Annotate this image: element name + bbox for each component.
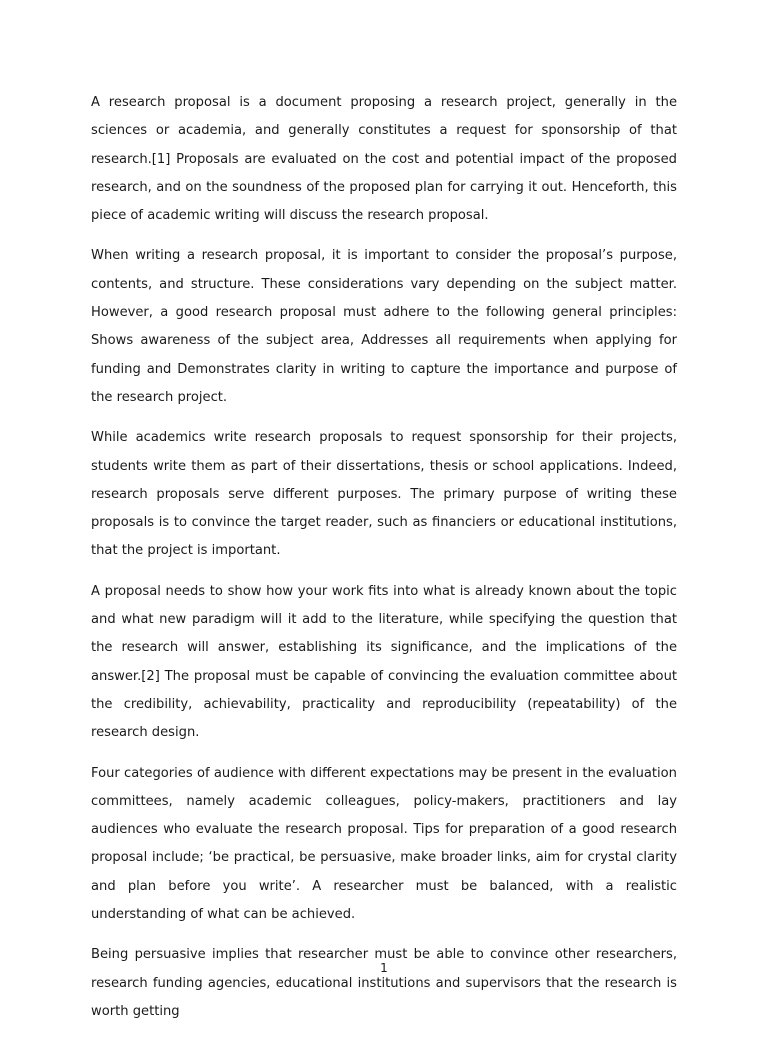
paragraph-persuasive: Being persuasive implies that researcher must be able to convince other researchers, research funding agencies, educational institutions and supervisors that the research is worth getting xyxy=(91,947,677,1019)
paragraph-intro: A research proposal is a document proposing a research project, generally in the sciences or academia, and generally constitutes a request for sponsorship of that research.[1] Proposals are evaluated on the cost and potential impact of the proposed research, and on the soundness of the proposed plan for carrying it out. Henceforth, this piece of academic writing will discuss the research proposal. xyxy=(91,95,677,224)
document-body xyxy=(91,89,677,1038)
paragraph-considerations: When writing a research proposal, it is important to consider the proposal’s purpose, contents, and structure. These considerations vary depending on the subject matter. However, a good research proposal must adhere to the following general principles: Shows awareness of the subject area, Addresses all requirements when applying for funding and Demonstrates clarity in writing to capture the importance and purpose of the research project. xyxy=(91,248,677,405)
paragraph-fit: A proposal needs to show how your work fits into what is already known about the topic and what new paradigm will it add to the literature, while specifying the question that the research will answer, establishing its significance, and the implications of the answer.[2] The proposal must be capable of convincing the evaluation committee about the credibility, achievability, practicality and reproducibility (repeatability) of the research design. xyxy=(91,583,677,741)
paragraph-audience: Four categories of audience with different expectations may be present in the evaluation committees, namely academic colleagues, policy-makers, practitioners and lay audiences who evaluate the research proposal. Tips for preparation of a good research proposal include; ‘be practical, be persuasive, make broader links, aim for crystal clarity and plan before you write’. A researcher must be balanced, with a realistic understanding of what can be achieved. xyxy=(91,765,677,923)
page-number: 1 xyxy=(380,961,388,975)
paragraph-purpose: While academics write research proposals to request sponsorship for their projects, students write them as part of their dissertations, thesis or school applications. Indeed, research proposals serve different purposes. The primary purpose of writing these proposals is to convince the target reader, such as financiers or educational institutions, that the project is important. xyxy=(91,430,677,559)
